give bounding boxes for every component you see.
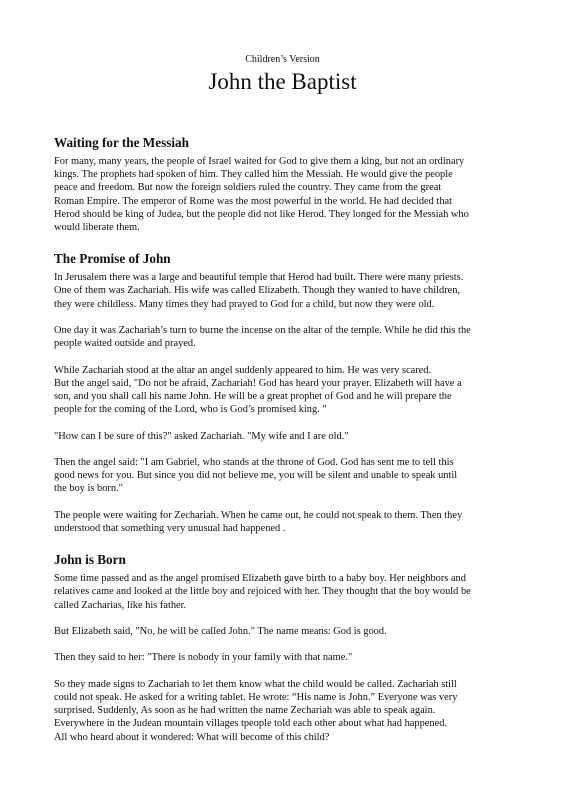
paragraph: Some time passed and as the angel promised Elizabeth gave birth to a baby boy. Her neighbors and relatives came and looked at the little boy and rejoiced with her. They thought that the boy would be called Zacharias, like his father. <box>54 573 471 611</box>
document-subtitle: Children’s Version <box>245 54 320 65</box>
paragraph: In Jerusalem there was a large and beautiful temple that Herod had built. There were many priests. One of them was Zachariah. His wife was called Elizabeth. Though they wanted to have children, they were childless. Many times they had prayed to God for a child, but now they were old. <box>54 272 464 310</box>
paragraph: While Zachariah stood at the altar an angel suddenly appeared to him. He was very scared. But the angel said, "Do not be afraid, Zachariah! God has heard your prayer. Elizabeth will have a son, and you shall call his name John. He will be a great prophet of God and he will prepare the people for the coming of the Lord, who is God’s promised king. " <box>54 364 462 416</box>
document-body <box>54 134 516 757</box>
section-waiting-for-messiah <box>54 134 516 234</box>
paragraph: For many, many years, the people of Israel waited for God to give them a king, but not an ordinary kings. The prophets had spoken of him. They called him the Messiah. He would give the people peace and freedom. But now the foreign soldiers ruled the country. They came from the great Roman Empire. The emperor of Rome was the most powerful in the world. He had decided that Herod should be king of Judea, but the people did not like Herod. They longed for the Messiah who would liberate them. <box>54 156 469 234</box>
paragraph: Then they said to her: "There is nobody in your family with that name." <box>54 652 353 664</box>
paragraph: But Elizabeth said, "No, he will be called John." The name means: God is good. <box>54 626 387 637</box>
section-promise-of-john <box>54 250 516 535</box>
paragraph: Then the angel said: "I am Gabriel, who stands at the throne of God. God has sent me to tell this good news for you. But since you did not believe me, you will be silent and unable to speak until the boy is born." <box>54 457 458 495</box>
paragraph: "How can I be sure of this?" asked Zachariah. "My wife and I are old." <box>54 430 349 442</box>
section-heading: The Promise of John <box>54 251 171 267</box>
section-heading: Waiting for the Messiah <box>54 135 189 150</box>
section-john-is-born <box>54 551 516 744</box>
document-title: John the Baptist <box>208 69 357 94</box>
paragraph: The people were waiting for Zechariah. When he came out, he could not speak to them. Then they understood that something very unusual had happened . <box>54 509 463 534</box>
paragraph: One day it was Zachariah’s turn to burne the incense on the altar of the temple. While he did this the people waited outside and prayed. <box>54 325 471 350</box>
paragraph: So they made signs to Zachariah to let them know what the child would be called. Zachariah still could not speak. He asked for a writing tablet. He wrote: “His name is John.” Everyone was very surprised. Suddenly, As soon as he had written the name Zechariah was able to speak again. Everywhere in the Judean mountain villages tpeople told each other about what had happened. All who heard about it wondered: What will become of this child? <box>54 678 458 743</box>
section-heading: John is Born <box>54 552 126 568</box>
